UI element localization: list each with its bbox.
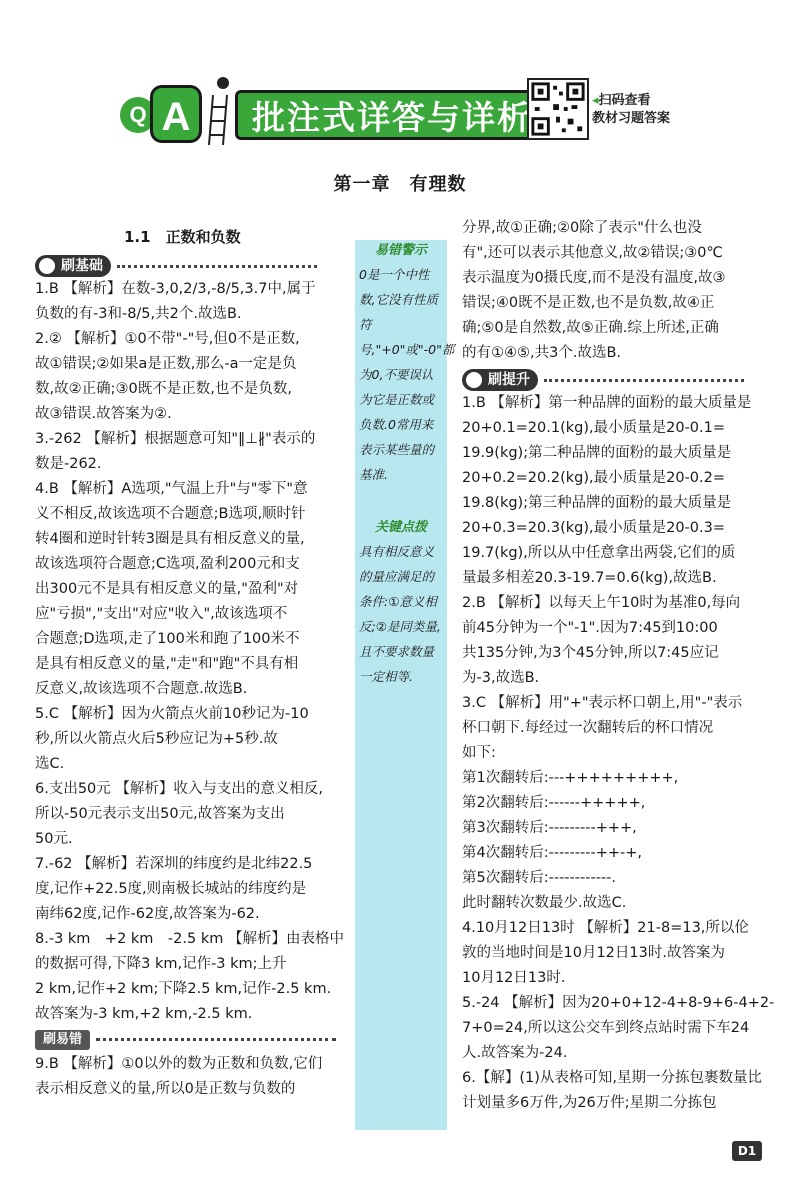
tag-row-basic bbox=[35, 252, 350, 277]
text-line: 第4次翻转后:---------++-+, bbox=[462, 845, 642, 861]
text-line: 如下: bbox=[462, 745, 496, 761]
note-body-key: 具有相反意义的量应满足的条件:①意义相反;②是同类量,且不要求数量一定相等. bbox=[359, 544, 441, 684]
text-line: 10月12日13时. bbox=[462, 970, 566, 986]
text-line: 故答案为-3 km,+2 km,-2.5 km. bbox=[35, 1006, 253, 1022]
text-line: 4.B 【解析】A选项,"气温上升"与"零下"意 bbox=[35, 481, 308, 497]
q-badge: Q bbox=[120, 97, 156, 133]
text-line: 第5次翻转后:------------. bbox=[462, 870, 617, 886]
note-head-key: 关键点拨 bbox=[374, 520, 427, 535]
left-column bbox=[35, 252, 350, 1102]
text-line: 秒,所以火箭点火后5秒应记为+5秒.故 bbox=[35, 731, 278, 747]
notes-column bbox=[355, 240, 455, 1130]
text-line: 有",还可以表示其他意义,故②错误;③0℃ bbox=[462, 245, 723, 261]
text-line: 第3次翻转后:---------+++, bbox=[462, 820, 637, 836]
left-tail bbox=[35, 1052, 350, 1102]
text-line: 南纬62度,记作-62度,故答案为-62. bbox=[35, 906, 260, 922]
scan-hint bbox=[592, 92, 670, 128]
text-line: 5.-24 【解析】因为20+0+12-4+8-9+6-4+2- bbox=[462, 995, 775, 1011]
text-line: 19.9(kg);第二种品牌的面粉的最大质量是 bbox=[462, 445, 732, 461]
text-line: 5.C 【解析】因为火箭点火前10秒记为-10 bbox=[35, 706, 309, 722]
tag-row-mistake bbox=[35, 1027, 350, 1052]
text-line: 选C. bbox=[35, 756, 65, 772]
scan-arrow-icon: ◂ bbox=[592, 93, 599, 108]
text-line: 9.B 【解析】①0以外的数为正数和负数,它们 bbox=[35, 1056, 323, 1072]
divider bbox=[96, 1038, 336, 1041]
text-line: 负数的有-3和-8/5,共2个.故选B. bbox=[35, 306, 242, 322]
page-number: D1 bbox=[732, 1141, 762, 1161]
text-line: 3.-262 【解析】根据题意可知"‖⊥∦"表示的 bbox=[35, 431, 316, 447]
text-line: 20+0.1=20.1(kg),最小质量是20-0.1= bbox=[462, 420, 726, 436]
text-line: 敦的当地时间是10月12日13时.故答案为 bbox=[462, 945, 725, 961]
text-line: 表示温度为0摄氏度,而不是没有温度,故③ bbox=[462, 270, 726, 286]
divider bbox=[544, 379, 744, 382]
text-line: 人.故答案为-24. bbox=[462, 1045, 568, 1061]
scan-line-2: 教材习题答案 bbox=[592, 111, 671, 126]
text-line: 50元. bbox=[35, 831, 73, 847]
text-line: 应"亏损","支出"对应"收入",故该选项不 bbox=[35, 606, 288, 622]
text-line: 确;⑤0是自然数,故⑤正确.综上所述,正确 bbox=[462, 320, 719, 336]
note-head-mistake: 易错警示 bbox=[374, 243, 427, 258]
text-line: 故③错误.故答案为②. bbox=[35, 406, 172, 422]
banner-title: 批注式详答与详析 bbox=[235, 90, 549, 140]
text-line: 20+0.2=20.2(kg),最小质量是20-0.2= bbox=[462, 470, 726, 486]
right-column bbox=[462, 216, 782, 1116]
text-line: 反意义,故该选项不合题意.故选B. bbox=[35, 681, 248, 697]
text-line: 度,记作+22.5度,则南极长城站的纬度约是 bbox=[35, 881, 307, 897]
text-line: 的数据可得,下降3 km,记作-3 km;上升 bbox=[35, 956, 287, 972]
text-line: 所以-50元表示支出50元,故答案为支出 bbox=[35, 806, 285, 822]
text-line: 8.-3 km +2 km -2.5 km 【解析】由表格中 bbox=[35, 931, 344, 947]
right-lines bbox=[462, 391, 782, 1116]
tag-improve: 刷提升 bbox=[462, 369, 538, 391]
text-line: 共135分钟,为3个45分钟,所以7:45应记 bbox=[462, 645, 719, 661]
text-line: 为-3,故选B. bbox=[462, 670, 540, 686]
text-line: 量最多相差20.3-19.7=0.6(kg),故选B. bbox=[462, 570, 717, 586]
text-line: 转4圈和逆时针转3圈是具有相反意义的量, bbox=[35, 531, 305, 547]
text-line: 是具有相反意义的量,"走"和"跑"不具有相 bbox=[35, 656, 299, 672]
note-body-mistake: 0是一个中性数,它没有性质符号,"+0"或"-0"都为0,不要误认为它是正数或负数.0常用来表示某些量的基准. bbox=[359, 267, 455, 482]
text-line: 第1次翻转后:---+++++++++, bbox=[462, 770, 679, 786]
right-top-lines bbox=[462, 216, 782, 366]
scan-line-1: 扫码查看 bbox=[598, 93, 651, 108]
text-line: 计划量多6万件,为26万件;星期二分拣包 bbox=[462, 1095, 717, 1111]
text-line: 1.B 【解析】在数-3,0,2/3,-8/5,3.7中,属于 bbox=[35, 281, 316, 297]
text-line: 错误;④0既不是正数,也不是负数,故④正 bbox=[462, 295, 715, 311]
ladder-icon bbox=[205, 75, 235, 145]
tag-mistake: 刷易错 bbox=[35, 1030, 90, 1050]
text-line: 7+0=24,所以这公交车到终点站时需下车24 bbox=[462, 1020, 750, 1036]
text-line: 19.8(kg);第三种品牌的面粉的最大质量是 bbox=[462, 495, 732, 511]
text-line: 合题意;D选项,走了100米和跑了100米不 bbox=[35, 631, 300, 647]
text-line: 表示相反意义的量,所以0是正数与负数的 bbox=[35, 1081, 296, 1097]
tag-row-improve bbox=[462, 366, 782, 391]
text-line: 2 km,记作+2 km;下降2.5 km,记作-2.5 km. bbox=[35, 981, 332, 997]
text-line: 数,故②正确;③0既不是正数,也不是负数, bbox=[35, 381, 292, 397]
text-line: 故该选项符合题意;C选项,盈利200元和支 bbox=[35, 556, 300, 572]
text-line: 4.10月12日13时 【解析】21-8=13,所以伦 bbox=[462, 920, 749, 936]
text-line: 20+0.3=20.3(kg),最小质量是20-0.3= bbox=[462, 520, 726, 536]
text-line: 出300元不是具有相反意义的量,"盈利"对 bbox=[35, 581, 299, 597]
text-line: 3.C 【解析】用"+"表示杯口朝上,用"-"表示 bbox=[462, 695, 743, 711]
left-lines bbox=[35, 277, 350, 1027]
text-line: 前45分钟为一个"-1".因为7:45到10:00 bbox=[462, 620, 718, 636]
tag-basic: 刷基础 bbox=[35, 255, 111, 277]
text-line: 义不相反,故该选项不合题意;B选项,顺时针 bbox=[35, 506, 306, 522]
text-line: 1.B 【解析】第一种品牌的面粉的最大质量是 bbox=[462, 395, 752, 411]
text-line: 6.【解】(1)从表格可知,星期一分拣包裹数量比 bbox=[462, 1070, 762, 1086]
a-badge: A bbox=[150, 85, 202, 143]
text-line: 2.② 【解析】①0不带"-"号,但0不是正数, bbox=[35, 331, 300, 347]
divider bbox=[117, 265, 317, 268]
text-line: 2.B 【解析】以每天上午10时为基准0,每向 bbox=[462, 595, 741, 611]
chapter-title: 第一章 有理数 bbox=[333, 174, 467, 195]
text-line: 数是-262. bbox=[35, 456, 102, 472]
text-line: 分界,故①正确;②0除了表示"什么也没 bbox=[462, 220, 702, 236]
text-line: 故①错误;②如果a是正数,那么-a一定是负 bbox=[35, 356, 297, 372]
text-line: 第2次翻转后:------+++++, bbox=[462, 795, 646, 811]
section-title: 1.1 正数和负数 bbox=[124, 228, 241, 246]
text-line: 7.-62 【解析】若深圳的纬度约是北纬22.5 bbox=[35, 856, 313, 872]
text-line: 19.7(kg),所以从中任意拿出两袋,它们的质 bbox=[462, 545, 736, 561]
qr-code-icon[interactable] bbox=[527, 78, 589, 140]
text-line: 此时翻转次数最少.故选C. bbox=[462, 895, 627, 911]
text-line: 杯口朝下.每经过一次翻转后的杯口情况 bbox=[462, 720, 714, 736]
text-line: 6.支出50元 【解析】收入与支出的意义相反, bbox=[35, 781, 324, 797]
text-line: 的有①④⑤,共3个.故选B. bbox=[462, 345, 621, 361]
